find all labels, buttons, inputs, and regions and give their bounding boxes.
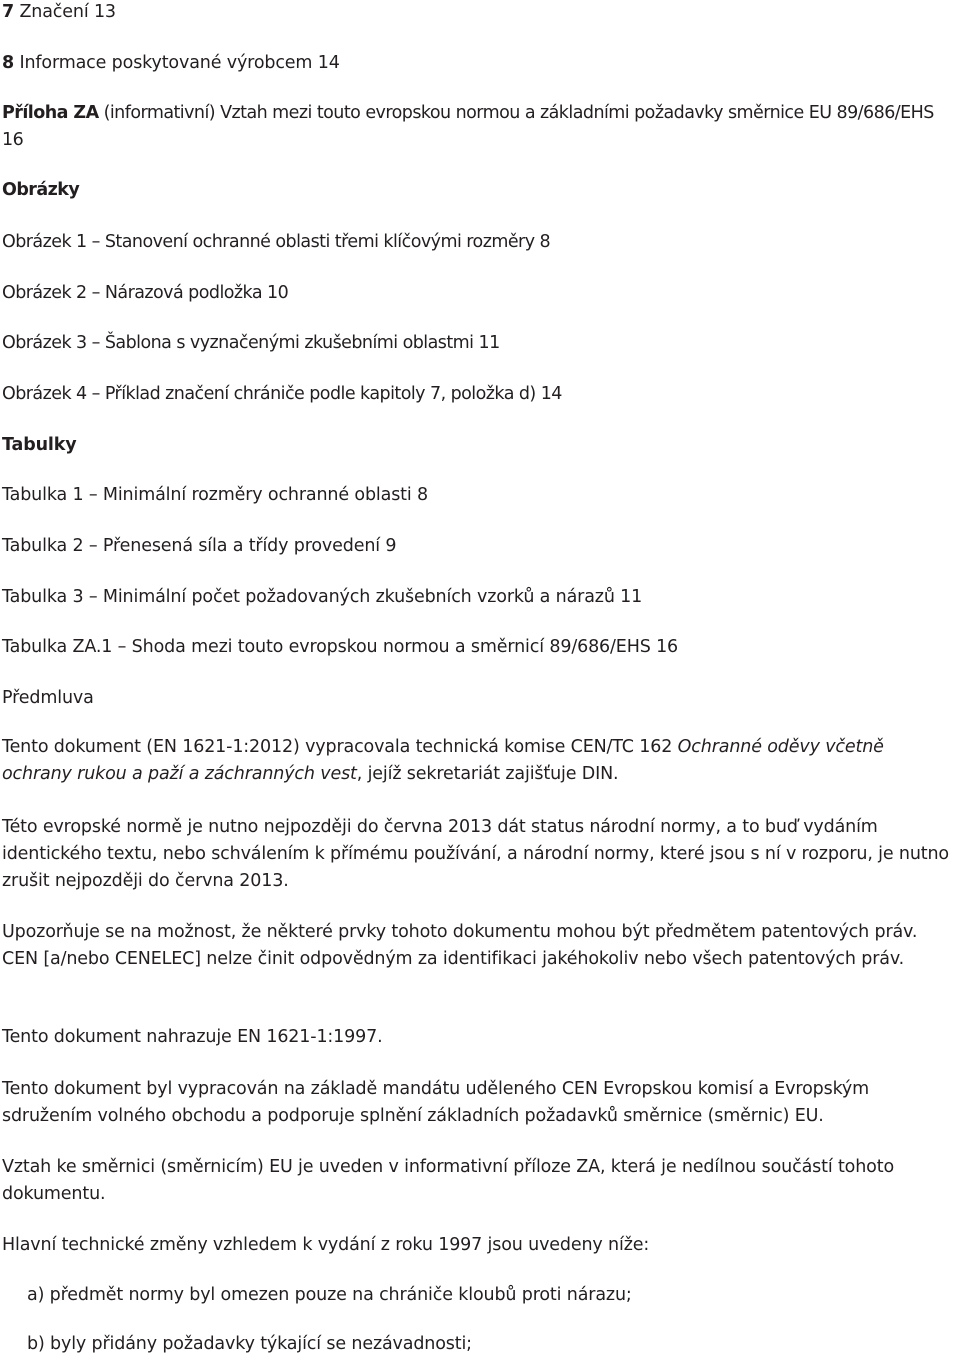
toc-table-item: Tabulka 1 – Minimální rozměry ochranné oblasti 8 [2,485,428,505]
foreword-paragraph-3: Upozorňuje se na možnost, že některé prvky tohoto dokumentu mohou být předmětem patentových práv. CEN [a/nebo CENELEC] nelze činit odpovědným za identifikaci jakéhokoliv nebo všech patentových práv. [2,922,918,969]
toc-figure-item: Obrázek 1 – Stanovení ochranné oblasti třemi klíčovými rozměry 8 [2,232,551,252]
toc-entry-8 [2,53,340,73]
toc-entry-number: 8 [2,53,15,73]
foreword-heading: Předmluva [2,688,94,708]
foreword-paragraph-4: Tento dokument nahrazuje EN 1621-1:1997. [2,1027,383,1047]
annex-title: (informativní) Vztah mezi touto evropskou normou a základními požadavky směrnice EU 89/686/EHS 16 [2,103,934,150]
paragraph-text: , jejíž sekretariát zajišťuje DIN. [356,764,619,784]
toc-figure-item: Obrázek 4 – Příklad značení chrániče podle kapitoly 7, položka d) 14 [2,384,562,404]
toc-table-item: Tabulka ZA.1 – Shoda mezi touto evropskou normou a směrnicí 89/686/EHS 16 [2,637,679,657]
toc-table-item: Tabulka 3 – Minimální počet požadovaných zkušebních vzorků a nárazů 11 [2,587,643,607]
toc-figure-item: Obrázek 3 – Šablona s vyznačenými zkušebními oblastmi 11 [2,333,500,353]
toc-annex-za [2,100,954,154]
foreword-paragraph-7: Hlavní technické změny vzhledem k vydání z roku 1997 jsou uvedeny níže: [2,1235,650,1255]
toc-entry-7 [2,2,116,22]
foreword-paragraph-1 [2,734,954,788]
tables-heading: Tabulky [2,435,77,455]
list-item: a) předmět normy byl omezen pouze na chrániče kloubů proti nárazu; [27,1285,632,1305]
foreword-paragraph-2: Této evropské normě je nutno nejpozději do června 2013 dát status národní normy, a to buď vydáním identického textu, nebo schválením k přímému používání, a národní normy, které jsou s ní v rozporu, je nutno zrušit nejpozději do června 2013. [2,817,949,891]
annex-label: Příloha ZA [2,103,99,123]
foreword-paragraph-5: Tento dokument byl vypracován na základě mandátu uděleného CEN Evropskou komisí a Evropským sdružením volného obchodu a podporuje splnění základních požadavků směrnice (směrnic) EU. [2,1079,870,1126]
toc-table-item: Tabulka 2 – Přenesená síla a třídy provedení 9 [2,536,397,556]
committee-title: Ochranné oděvy včetně ochrany rukou a paží a záchranných vest [2,737,884,784]
toc-figure-item: Obrázek 2 – Nárazová podložka 10 [2,283,289,303]
toc-entry-number: 7 [2,2,15,22]
list-item: b) byly přidány požadavky týkající se nezávadnosti; [27,1334,472,1354]
toc-entry-title: Informace poskytované výrobcem 14 [14,53,340,73]
paragraph-text: Tento dokument (EN 1621-1:2012) vypracovala technická komise CEN/TC 162 [2,737,678,757]
toc-entry-title: Značení 13 [14,2,116,22]
figures-heading: Obrázky [2,180,80,200]
foreword-paragraph-6: Vztah ke směrnici (směrnicím) EU je uveden v informativní příloze ZA, která je nedílnou součástí tohoto dokumentu. [2,1157,894,1204]
